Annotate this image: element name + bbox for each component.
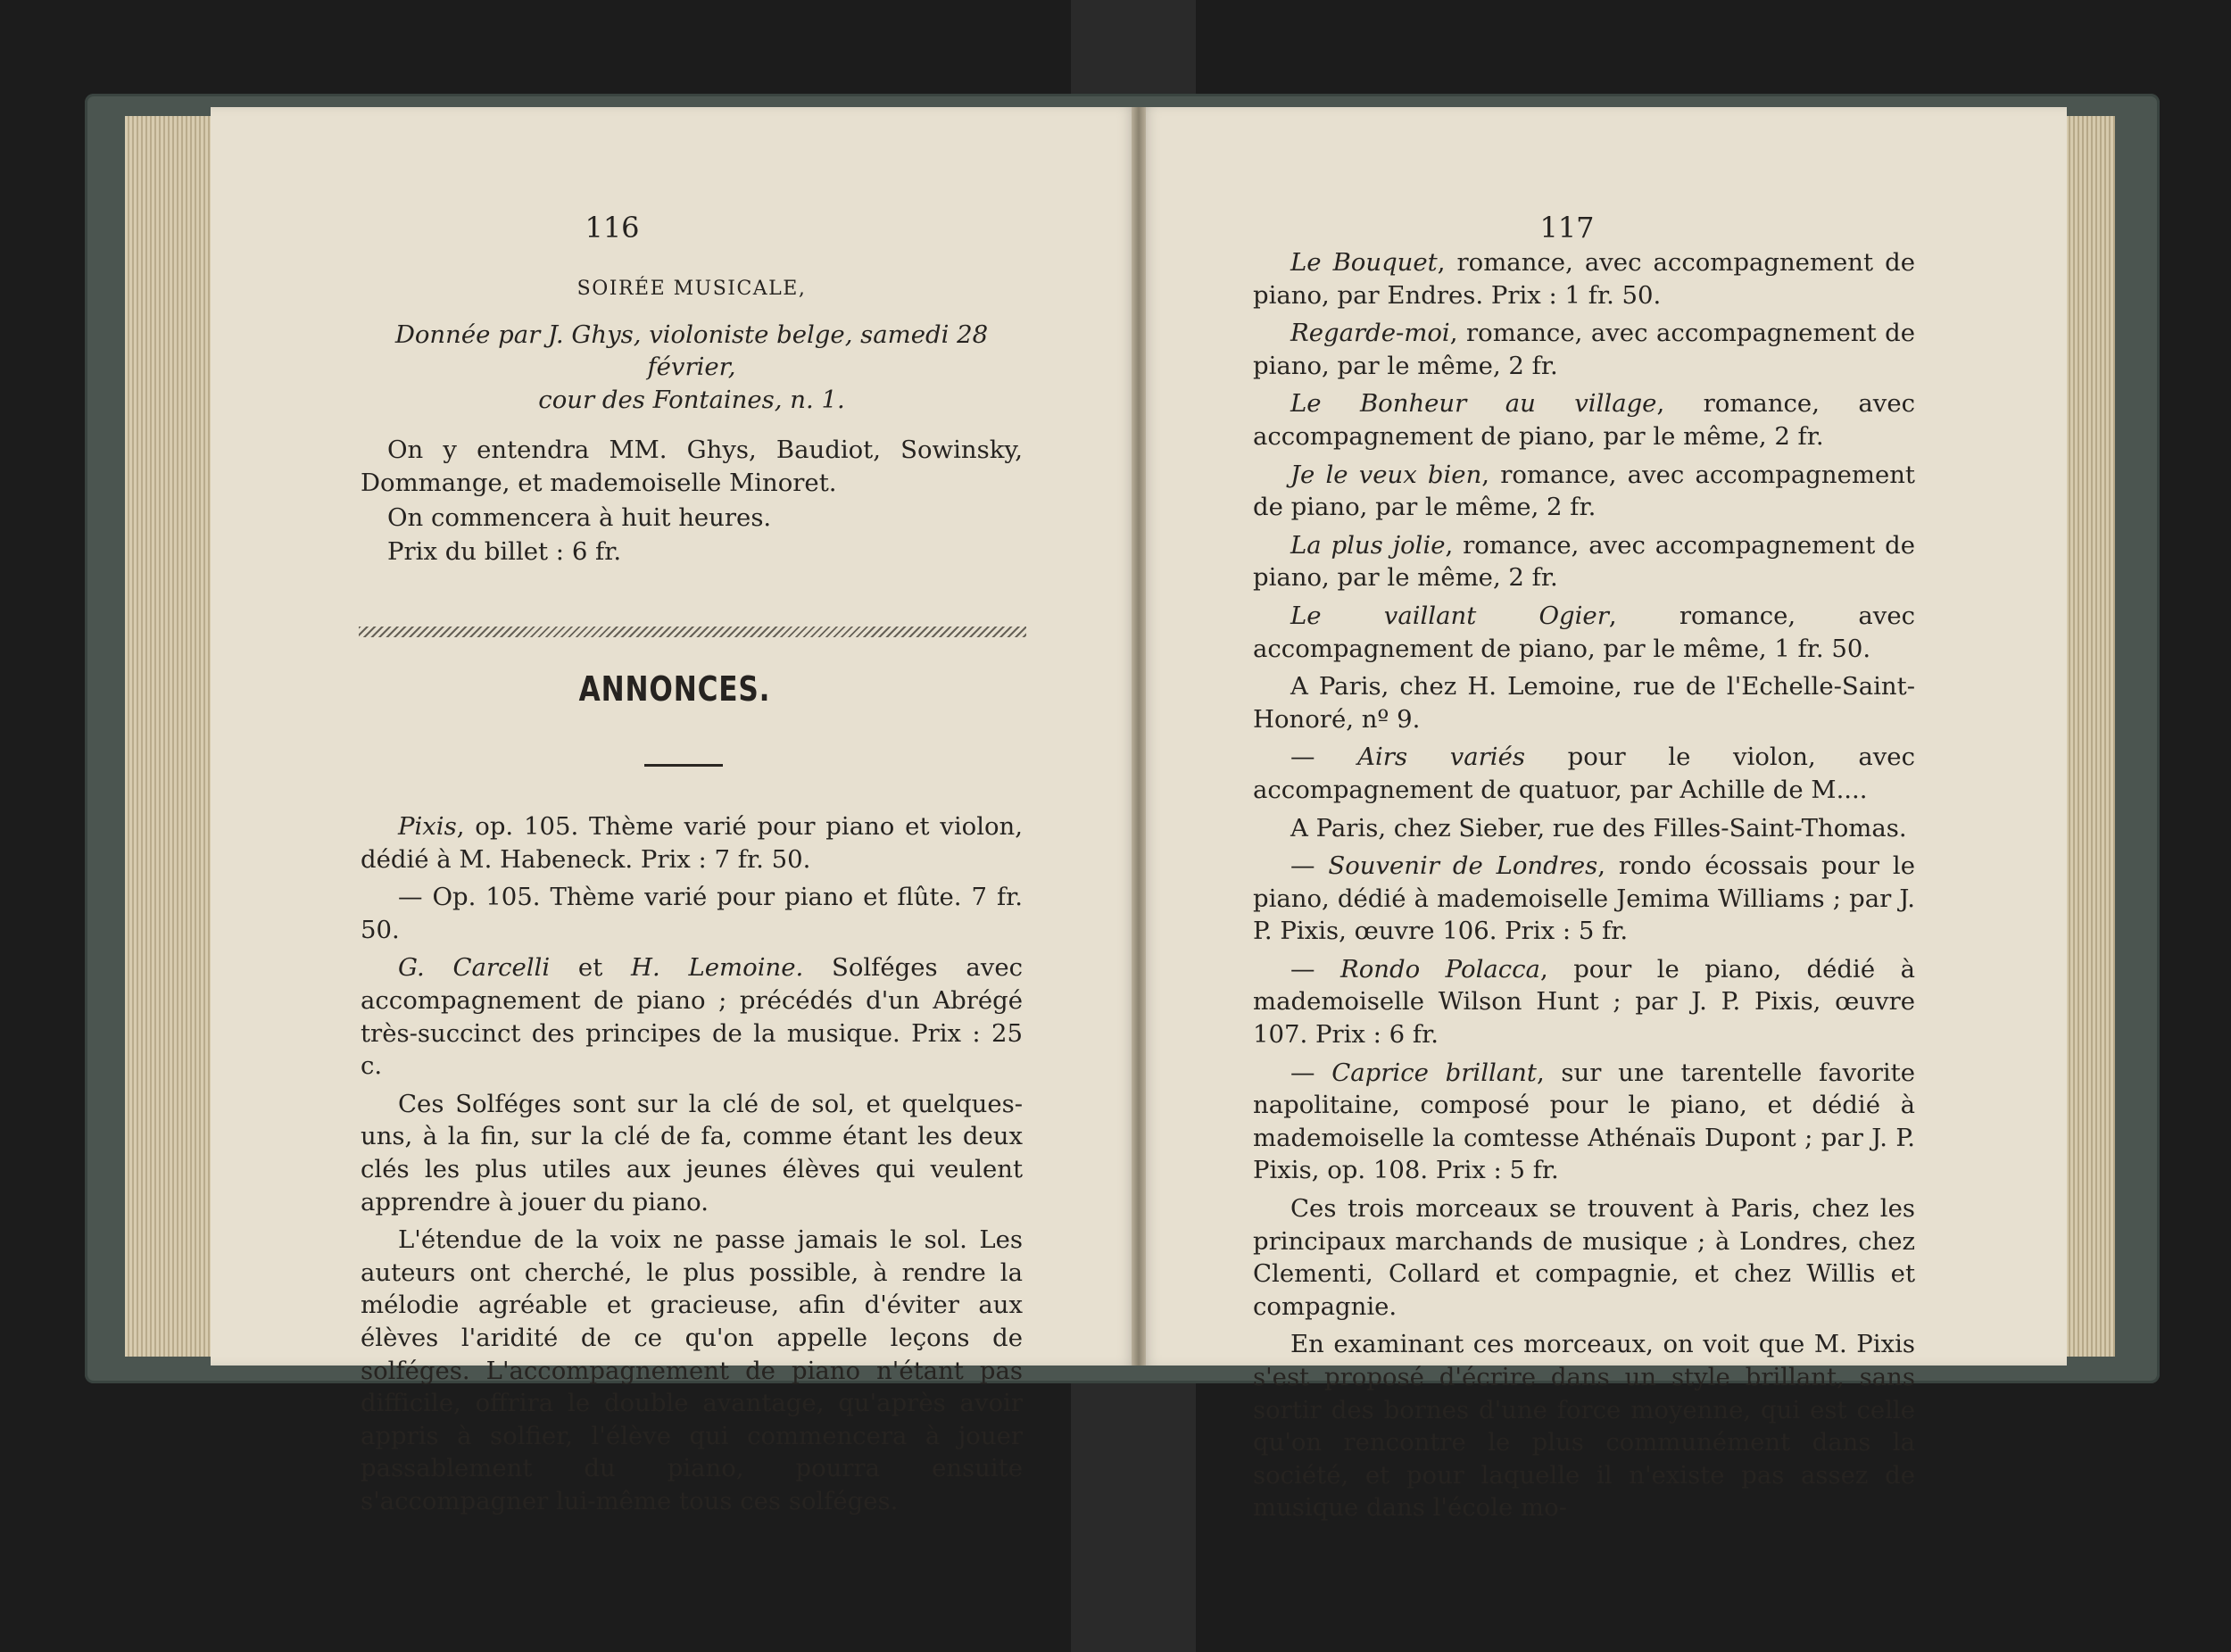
announcement-text: , op. 105. Thème varié pour piano et violon, dédié à M. Habeneck. Prix : 7 fr. 50.	[361, 812, 1023, 874]
announcement-item	[1253, 1057, 1915, 1187]
announcement-item	[361, 951, 1023, 1082]
announcement-item: Ces trois morceaux se trouvent à Paris, chez les principaux marchands de musique ; à Londres, chez Clementi, Collard et compagnie, et chez Willis et compagnie.	[1253, 1194, 1915, 1321]
announcement-item	[361, 810, 1023, 876]
announcement-text: , pour le piano, dédié à mademoiselle Wilson Hunt ; par J. P. Pixis, œuvre 107. Prix : 6 fr.	[1253, 954, 1915, 1050]
announcement-text: et	[550, 953, 632, 983]
announcement-italic: H. Lemoine.	[631, 953, 804, 983]
announcement-italic: La plus jolie	[1290, 530, 1446, 560]
announcement-item	[1253, 387, 1915, 452]
announcement-italic: Le vaillant Ogier	[1290, 601, 1609, 630]
announcement-italic: Le Bonheur au village	[1290, 389, 1657, 419]
announcement-italic: Regarde-moi	[1290, 319, 1450, 348]
announcement-text: Solféges avec accompagnement de piano ; précédés d'un Abrégé très-succinct des principes de la musique. Prix : 25 c.	[361, 953, 1024, 1081]
announcement-italic: Je le veux bien	[1290, 460, 1482, 489]
announcement-text: , romance, avec accompagnement de piano, par le même, 2 fr.	[1253, 530, 1915, 593]
section-title: ANNONCES.	[578, 669, 771, 709]
announcement-italic: Airs variés	[1357, 743, 1525, 772]
announcement-text: , sur une tarentelle favorite napolitaine, composé pour le piano, et dédié à mademoiselle la comtesse Athénaïs Dupont ; par J. P. Pixis, op. 108. Prix : 5 fr.	[1253, 1058, 1915, 1185]
page-number: 116	[585, 211, 640, 245]
dash-prefix: —	[1290, 743, 1358, 772]
concert-notice	[361, 273, 1023, 574]
announcement-item	[1253, 600, 1915, 665]
announcement-item: — Op. 105. Thème varié pour piano et flûte. 7 fr. 50.	[361, 883, 1023, 944]
page-edges-left	[125, 116, 223, 1357]
announcement-item	[1253, 246, 1915, 311]
book-gutter	[1132, 107, 1146, 1366]
announcement-item: Ces Solféges sont sur la clé de sol, et quelques-uns, à la fin, sur la clé de fa, comme étant les deux clés les plus utiles aux jeunes élèves qui veulent apprendre à jouer du piano.	[361, 1089, 1023, 1216]
concert-subheading-line2: cour des Fontaines, n. 1.	[538, 385, 845, 414]
announcement-italic: Souvenir de Londres	[1328, 851, 1598, 881]
announcement-italic: G. Carcelli	[398, 953, 551, 983]
start-time-paragraph: On commencera à huit heures.	[387, 502, 772, 532]
announcement-item: En examinant ces morceaux, on voit que M. Pixis s'est proposé d'écrire dans un style brillant, sans sortir des bornes d'une force moyenne, qui est celle qu'on rencontre le plus communément dans la société, et pour laquelle il n'existe pas assez de musique dans l'école mo-	[1253, 1330, 1915, 1523]
announcement-text: , romance, avec accompagnement de piano, par le même, 2 fr.	[1253, 460, 1915, 522]
announcement-text: , romance, avec accompagnement de piano, par le même, 1 fr. 50.	[1253, 601, 1915, 663]
announcement-item: A Paris, chez H. Lemoine, rue de l'Echelle-Saint-Honoré, nº 9.	[1253, 672, 1915, 734]
announcement-text: , romance, avec accompagnement de piano, par le même, 2 fr.	[1253, 319, 1915, 380]
announcement-italic: Le Bouquet	[1290, 248, 1438, 277]
dash-prefix: —	[1290, 1058, 1332, 1087]
announcement-item	[1253, 529, 1915, 594]
performers-paragraph: On y entendra MM. Ghys, Baudiot, Sowinsky, Dommange, et mademoiselle Minoret.	[361, 436, 1023, 497]
page-number: 117	[1539, 211, 1595, 245]
announcement-italic: Pixis	[398, 812, 457, 841]
announcement-item	[1253, 741, 1915, 806]
announcement-text: pour le violon, avec accompagnement de quatuor, par Achille de M....	[1253, 743, 1915, 804]
announcement-text: , romance, avec accompagnement de piano, par Endres. Prix : 1 fr. 50.	[1253, 248, 1915, 310]
ticket-price-paragraph: Prix du billet : 6 fr.	[387, 537, 622, 567]
announcement-item: L'étendue de la voix ne passe jamais le sol. Les auteurs ont cherché, le plus possible, à rendre la mélodie agréable et gracieuse, afin d'éviter aux élèves l'aridité de ce qu'on appelle leçons de solféges. L'accompagnement de piano n'étant pas difficile, offrira le double avantage, qu'après avoir appris à solfier, l'élève qui commencera à jouer passablement du piano, pourra ensuite s'accompagner lui-même tous ces solféges.	[361, 1225, 1023, 1515]
announcement-item	[1253, 459, 1915, 524]
announcement-text: , romance, avec accompagnement de piano, par le même, 2 fr.	[1253, 389, 1915, 451]
announcement-italic: Caprice brillant	[1331, 1058, 1537, 1087]
short-rule-divider	[644, 764, 723, 767]
announcement-italic: Rondo Polacca	[1340, 954, 1540, 984]
right-page	[1139, 107, 2067, 1523]
announcement-item: A Paris, chez Sieber, rue des Filles-Saint-Thomas.	[1290, 813, 1907, 843]
announcements-continued	[1253, 246, 1915, 1530]
left-page	[211, 107, 1139, 1515]
wavy-divider	[359, 627, 1026, 637]
announcement-item	[1253, 953, 1915, 1051]
announcements	[361, 810, 1023, 1523]
announcement-item	[1253, 317, 1915, 382]
announcement-text: , rondo écossais pour le piano, dédié à mademoiselle Jemima Williams ; par J. P. Pixis, œuvre 106. Prix : 5 fr.	[1253, 851, 1915, 946]
dash-prefix: —	[1290, 851, 1329, 881]
announcement-item	[1253, 850, 1915, 948]
dash-prefix: —	[1290, 954, 1340, 984]
section-heading: SOIRÉE MUSICALE,	[576, 278, 807, 300]
concert-subheading-line1: Donnée par J. Ghys, violoniste belge, samedi 28 février,	[394, 320, 989, 382]
